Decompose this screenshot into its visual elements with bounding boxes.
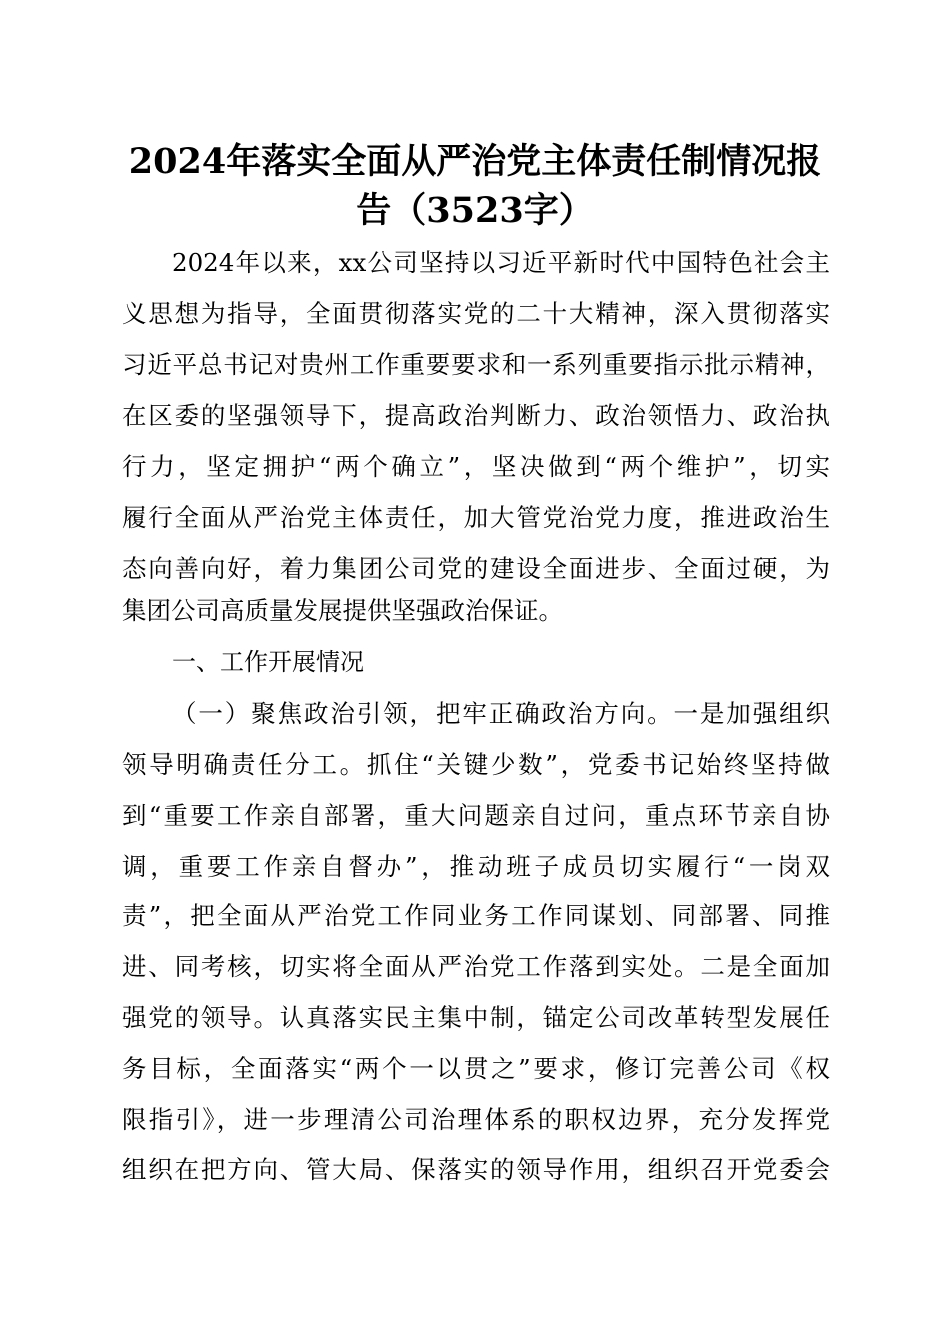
- intro-line: 习近平总书记对贵州工作重要要求和一系列重要指示批示精神，: [122, 350, 830, 379]
- body-line: 强党的领导。认真落实民主集中制，锚定公司改革转型发展任: [122, 1003, 830, 1032]
- intro-line: 义思想为指导，全面贯彻落实党的二十大精神，深入贯彻落实: [122, 299, 830, 328]
- intro-line: 2024年以来，xx公司坚持以习近平新时代中国特色社会主: [172, 248, 830, 277]
- document-title-line-2: 告（3523字）: [356, 190, 594, 231]
- intro-line: 态向善向好，着力集团公司党的建设全面进步、全面过硬，为: [122, 554, 830, 583]
- body-line: 组织在把方向、管大局、保落实的领导作用，组织召开党委会: [122, 1155, 830, 1184]
- body-line: 到“重要工作亲自部署，重大问题亲自过问，重点环节亲自协: [122, 801, 830, 830]
- body-line: 调，重要工作亲自督办”，推动班子成员切实履行“一岗双: [122, 852, 830, 881]
- body-line: 限指引》，进一步理清公司治理体系的职权边界，充分发挥党: [122, 1105, 830, 1134]
- document-title-line-1: 2024年落实全面从严治党主体责任制情况报: [128, 141, 822, 182]
- intro-line: 在区委的坚强领导下，提高政治判断力、政治领悟力、政治执: [122, 401, 830, 430]
- intro-line: 集团公司高质量发展提供坚强政治保证。: [122, 596, 563, 625]
- body-line: （一）聚焦政治引领，把牢正确政治方向。一是加强组织: [172, 699, 830, 728]
- body-line: 务目标，全面落实“两个一以贯之”要求，修订完善公司《权: [122, 1054, 830, 1083]
- body-line: 责”，把全面从严治党工作同业务工作同谋划、同部署、同推: [122, 901, 830, 930]
- intro-line: 履行全面从严治党主体责任，加大管党治党力度，推进政治生: [122, 503, 830, 532]
- body-line: 进、同考核，切实将全面从严治党工作落到实处。二是全面加: [122, 952, 830, 981]
- intro-line: 行力，坚定拥护“两个确立”，坚决做到“两个维护”，切实: [122, 452, 830, 481]
- section-heading: 一、工作开展情况: [172, 648, 364, 676]
- body-line: 领导明确责任分工。抓住“关键少数”，党委书记始终坚持做: [122, 750, 830, 779]
